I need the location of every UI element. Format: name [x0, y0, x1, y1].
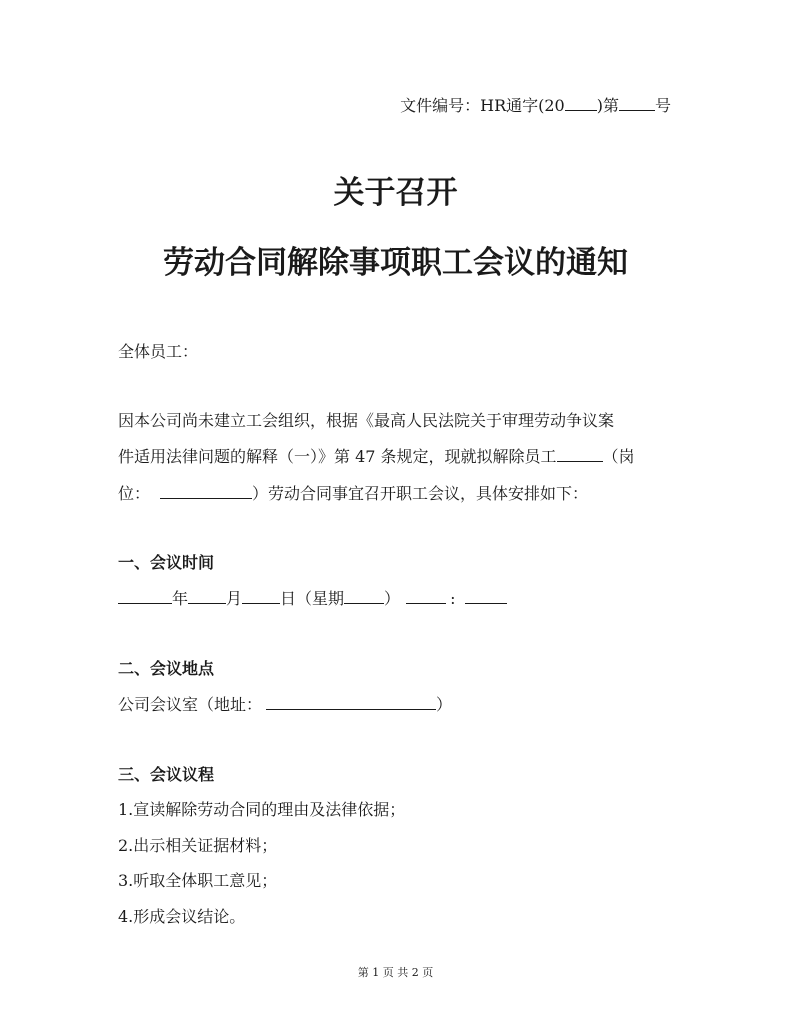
title-line-2: 劳动合同解除事项职工会议的通知	[163, 245, 628, 281]
meeting-time-line	[118, 586, 507, 609]
number-blank	[619, 94, 655, 111]
year-label: 年	[172, 589, 189, 608]
intro-line-3-text: ）劳动合同事宜召开职工会议，具体安排如下：	[252, 484, 589, 503]
place-prefix: 公司会议室（地址：	[118, 695, 263, 714]
intro-line-2	[118, 444, 635, 467]
section-place-heading: 二、会议地点	[118, 659, 215, 678]
page-number-footer: 第 1 页 共 2 页	[357, 966, 434, 979]
day-fill-blank	[242, 587, 280, 604]
position-blank	[160, 482, 252, 499]
section-agenda-heading: 三、会议议程	[118, 765, 215, 784]
agenda-item: 3.听取全体职工意见；	[118, 871, 278, 890]
place-suffix: ）	[436, 695, 453, 714]
day-label: 日（星期	[280, 589, 345, 608]
weekday-close: ）	[384, 589, 401, 608]
month-label: 月	[226, 589, 243, 608]
intro-line-3-head: 位：	[118, 484, 151, 503]
employee-name-blank	[557, 445, 603, 462]
salutation: 全体员工：	[118, 342, 199, 361]
year-fill-blank	[118, 587, 172, 604]
doc-number-prefix: 文件编号：HR通字(20	[400, 96, 565, 115]
doc-number-suffix: 号	[654, 96, 671, 115]
intro-line-3	[118, 481, 588, 504]
agenda-item: 4.形成会议结论。	[118, 907, 246, 926]
time-colon: :	[450, 589, 456, 608]
section-time-heading: 一、会议时间	[118, 553, 215, 572]
title-line-1: 关于召开	[333, 175, 458, 211]
year-blank	[565, 94, 597, 111]
doc-number-mid: )第	[596, 96, 619, 115]
intro-line-1: 因本公司尚未建立工会组织，根据《最高人民法院关于审理劳动争议案	[118, 411, 615, 430]
month-fill-blank	[188, 587, 226, 604]
agenda-item: 1.宣读解除劳动合同的理由及法律依据；	[118, 800, 406, 819]
intro-line-2-tail: （岗	[602, 447, 635, 466]
weekday-fill-blank	[344, 587, 384, 604]
meeting-place-line	[118, 692, 452, 715]
document-number	[400, 93, 671, 116]
address-fill-blank	[266, 693, 436, 710]
intro-line-2-text: 件适用法律问题的解释（一）》第 47 条规定，现就拟解除员工	[118, 447, 557, 466]
agenda-item: 2.出示相关证据材料；	[118, 836, 278, 855]
hour-fill-blank	[406, 587, 446, 604]
minute-fill-blank	[465, 587, 507, 604]
